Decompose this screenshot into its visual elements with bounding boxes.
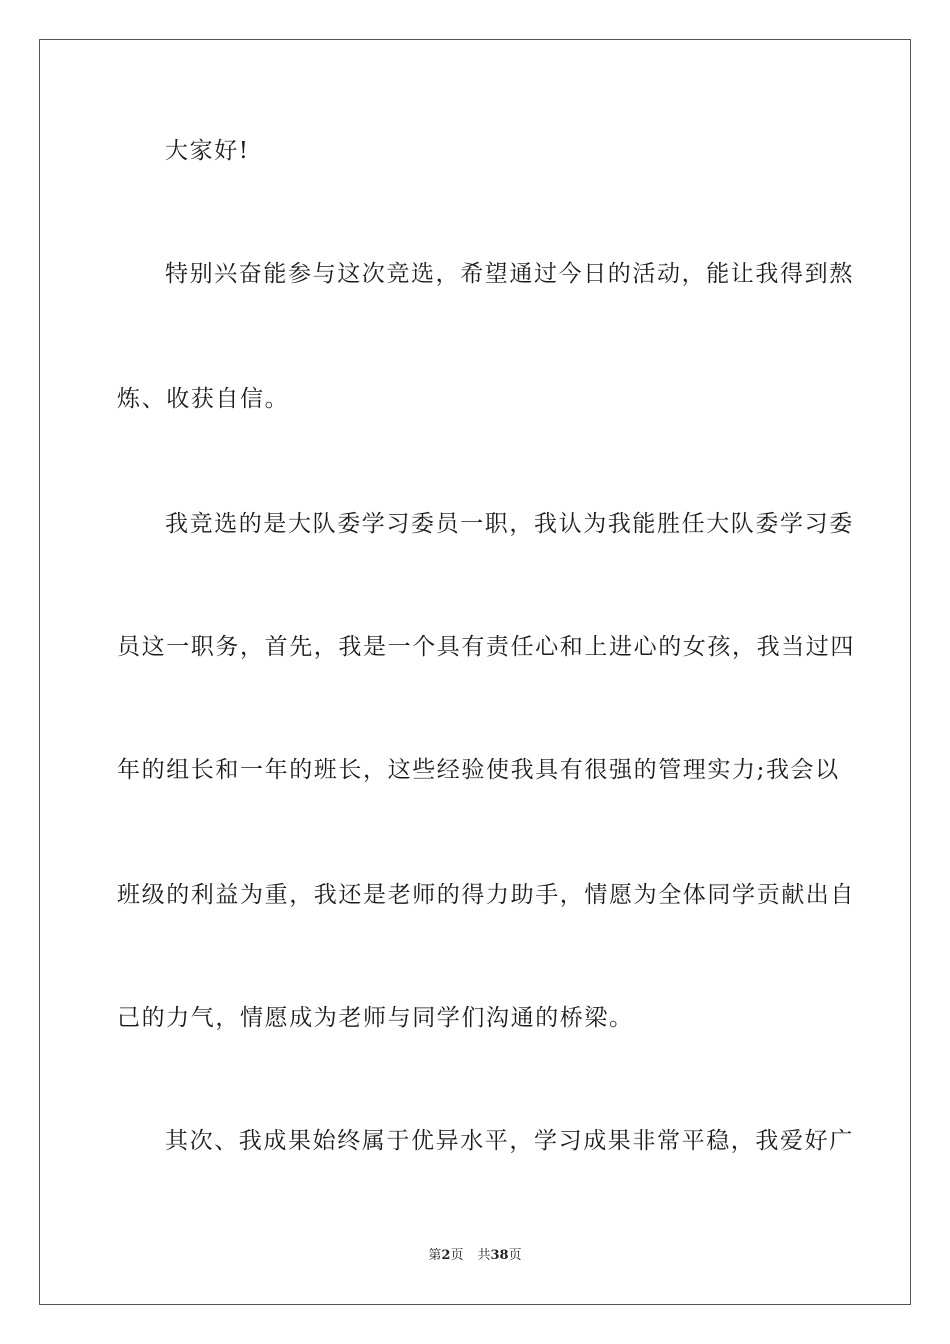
text-line: 年的组长和一年的班长，这些经验使我具有很强的管理实力;我会以 (117, 757, 840, 783)
footer-page-suffix: 页 (450, 1248, 464, 1263)
page-border (39, 39, 911, 1305)
text-line: 员这一职务，首先，我是一个具有责任心和上进心的女孩，我当过四 (117, 634, 855, 660)
text-line: 炼、收获自信。 (117, 386, 290, 412)
footer-prefix: 第 (428, 1248, 442, 1263)
text-line: 己的力气，情愿成为老师与同学们沟通的桥梁。 (117, 1005, 634, 1031)
text-line-greeting: 大家好! (165, 138, 250, 164)
text-line: 班级的利益为重，我还是老师的得力助手，情愿为全体同学贡献出自 (117, 882, 855, 908)
page-footer (0, 1247, 950, 1265)
footer-total-prefix: 共 (477, 1248, 491, 1263)
footer-total-pages: 38 (490, 1248, 509, 1263)
text-line: 我竞选的是大队委学习委员一职，我认为我能胜任大队委学习委 (165, 511, 854, 537)
footer-page-number: 2 (441, 1248, 451, 1263)
text-line: 特别兴奋能参与这次竞选，希望通过今日的活动，能让我得到熬 (165, 261, 854, 287)
footer-total-suffix: 页 (508, 1248, 522, 1263)
text-line: 其次、我成果始终属于优异水平，学习成果非常平稳，我爱好广 (165, 1128, 854, 1154)
